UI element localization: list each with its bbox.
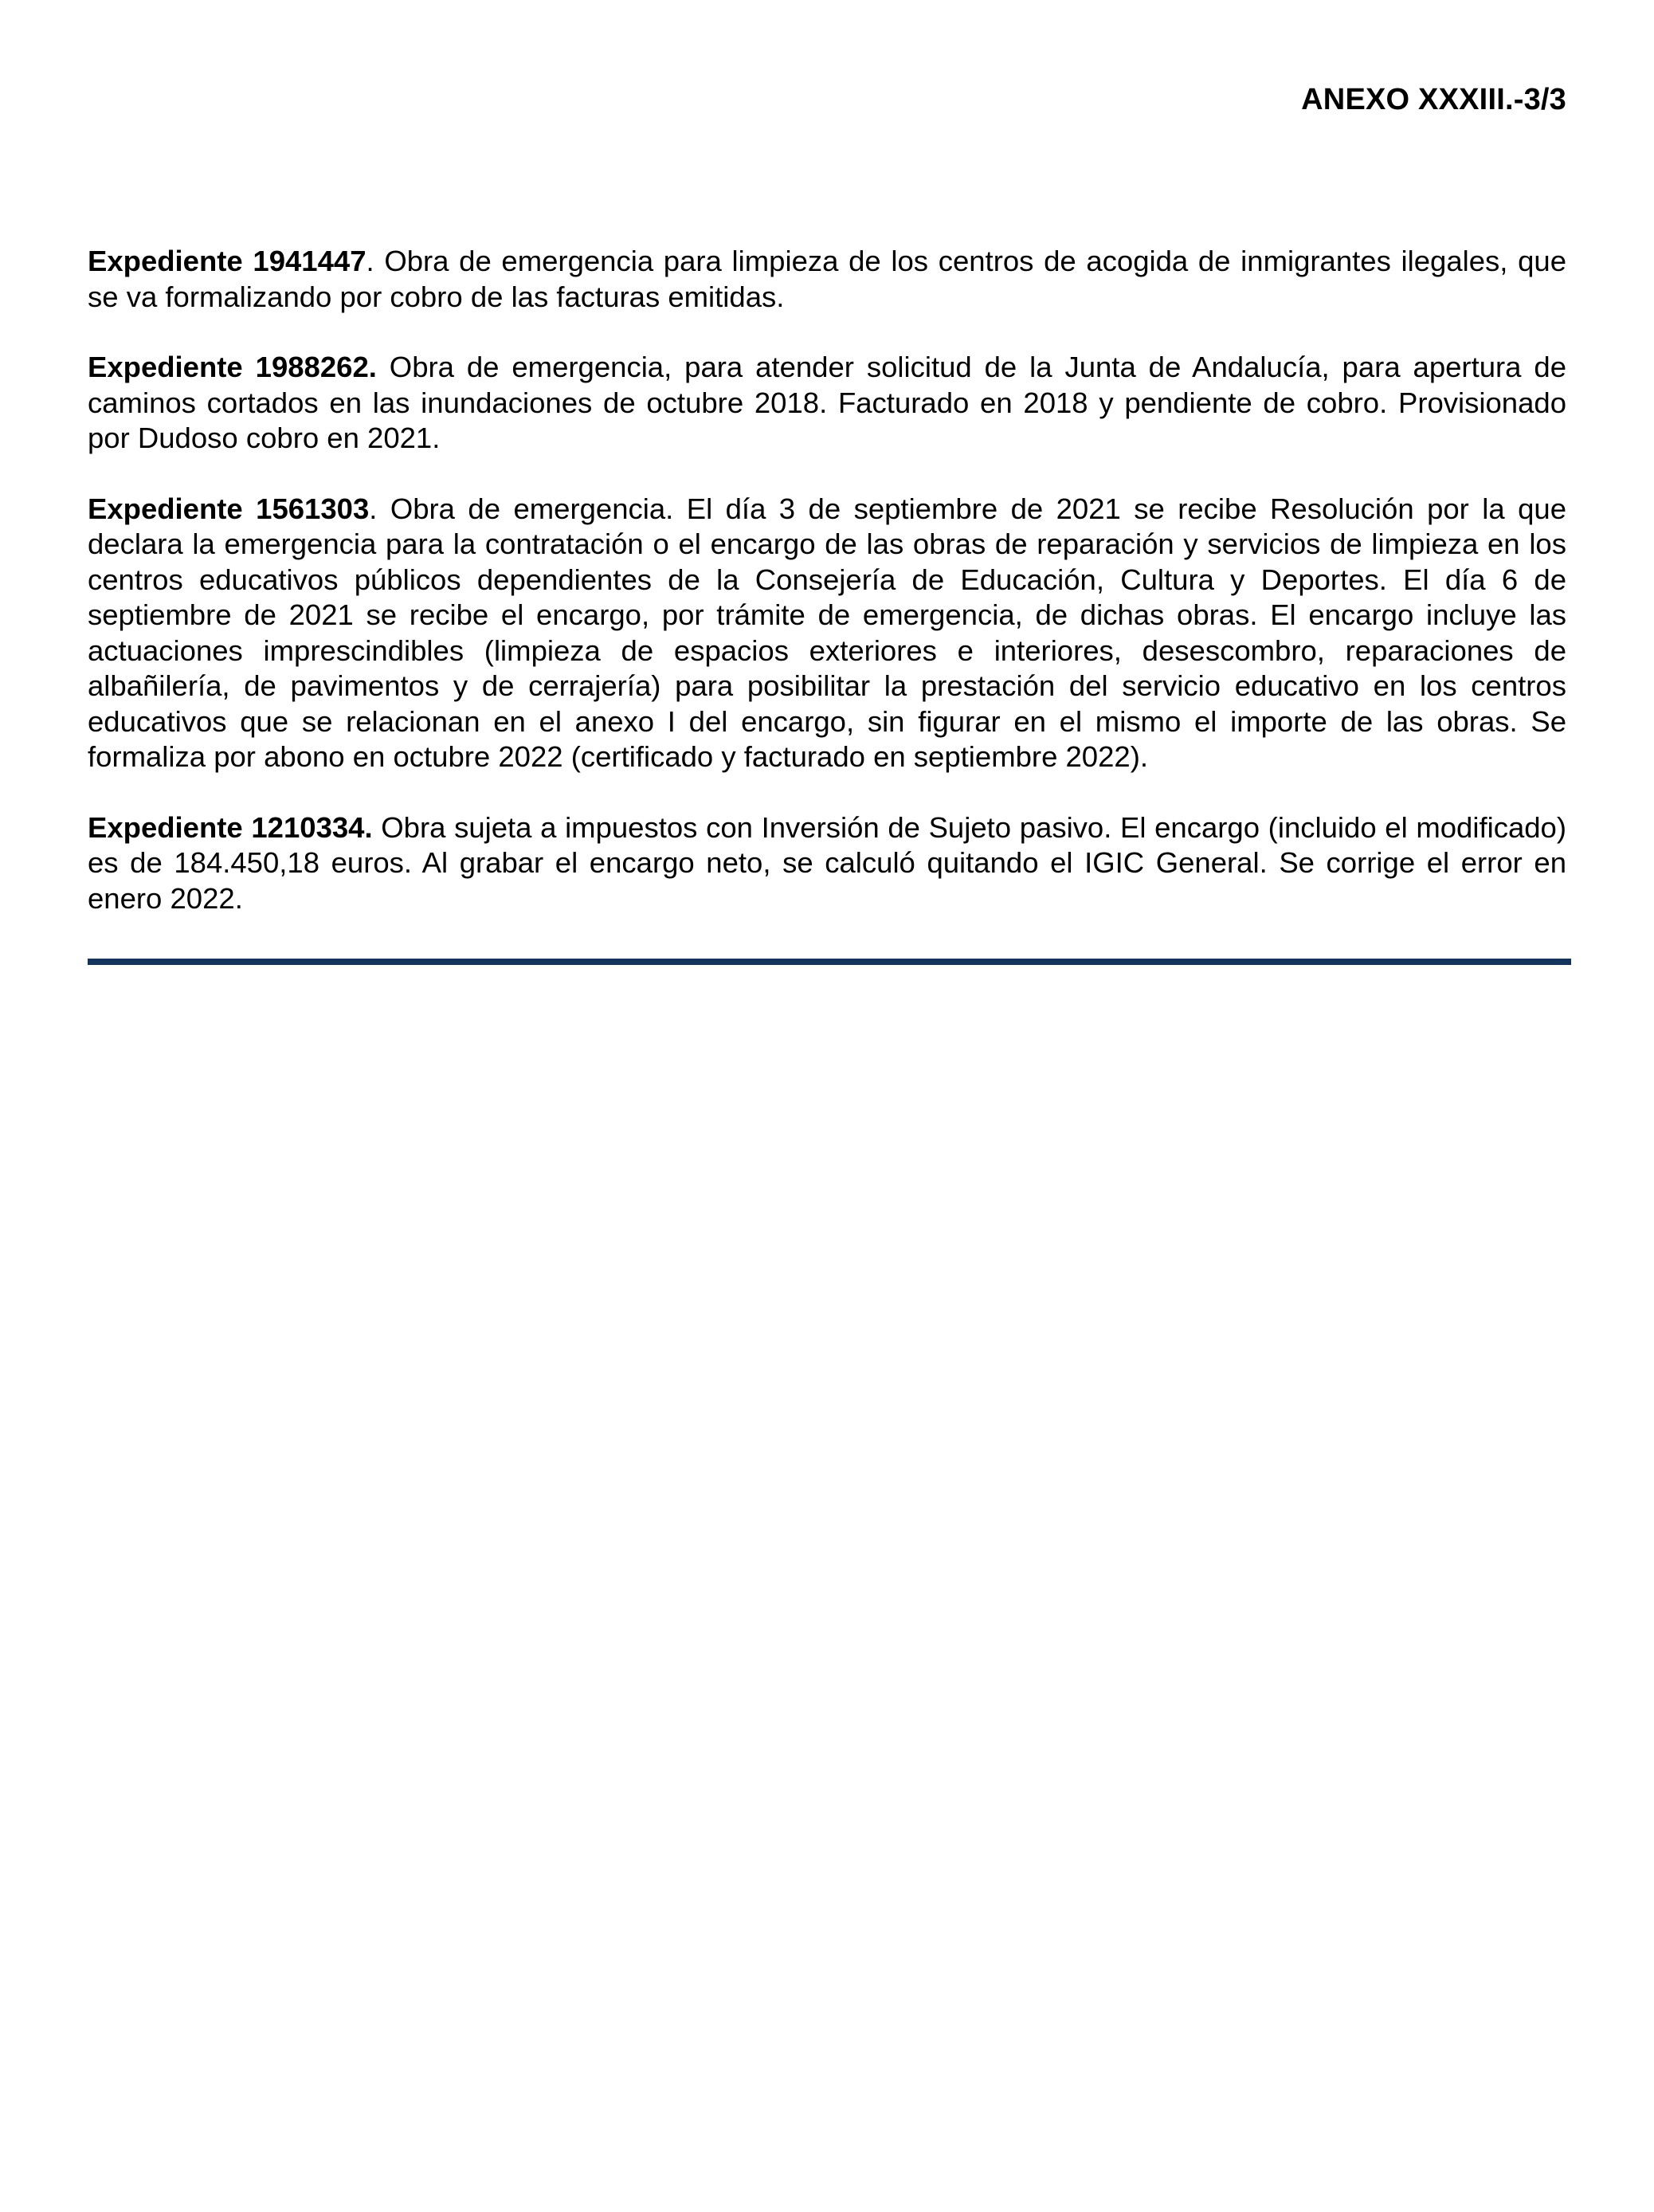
expediente-text: Obra de emergencia, para atender solicitud de la Junta de Andalucía, para apertura de caminos cortados en las inundaciones de octubre 2018. Facturado en 2018 y pendiente de cobro. Provisionado por Dudoso cobro en 2021. [88, 351, 1566, 454]
expediente-label: Expediente 1941447 [88, 245, 366, 277]
expediente-label: Expediente 1210334. [88, 810, 373, 844]
document-body [88, 244, 1566, 951]
expediente-text: . Obra de emergencia. El día 3 de septiembre de 2021 se recibe Resolución por la que declara la emergencia para la contratación o el encargo de las obras de reparación y servicios de limpieza en los centros educativos públicos dependientes de la Consejería de Educación, Cultura y Deportes. El día 6 de septiembre de 2021 se recibe el encargo, por trámite de emergencia, de dichas obras. El encargo incluye las actuaciones imprescindibles (limpieza de espacios exteriores e interiores, desescombro, reparaciones de albañilería, de pavimentos y de cerrajería) para posibilitar la prestación del servicio educativo en los centros educativos que se relacionan en el anexo I del encargo, sin figurar en el mismo el importe de las obras. Se formaliza por abono en octubre 2022 (certificado y facturado en septiembre 2022). [88, 492, 1566, 773]
expediente-label: Expediente 1561303 [88, 492, 370, 525]
expediente-label: Expediente 1988262. [88, 351, 377, 383]
expediente-text: Obra sujeta a impuestos con Inversión de Sujeto pasivo. El encargo (incluido el modificado) es de 184.450,18 euros. Al grabar el encargo neto, se calculó quitando el IGIC General. Se corrige el error en enero 2022. [88, 810, 1566, 915]
page-title: ANEXO XXXIII.-3/3 [1301, 83, 1566, 116]
expediente-text: . Obra de emergencia para limpieza de los centros de acogida de inmigrantes ilegales, que se va formalizando por cobro de las facturas emitidas. [88, 245, 1566, 313]
expediente-paragraph [88, 492, 1566, 775]
section-divider [88, 959, 1571, 965]
expediente-paragraph [88, 810, 1566, 917]
expediente-paragraph [88, 244, 1566, 315]
expediente-paragraph [88, 350, 1566, 457]
